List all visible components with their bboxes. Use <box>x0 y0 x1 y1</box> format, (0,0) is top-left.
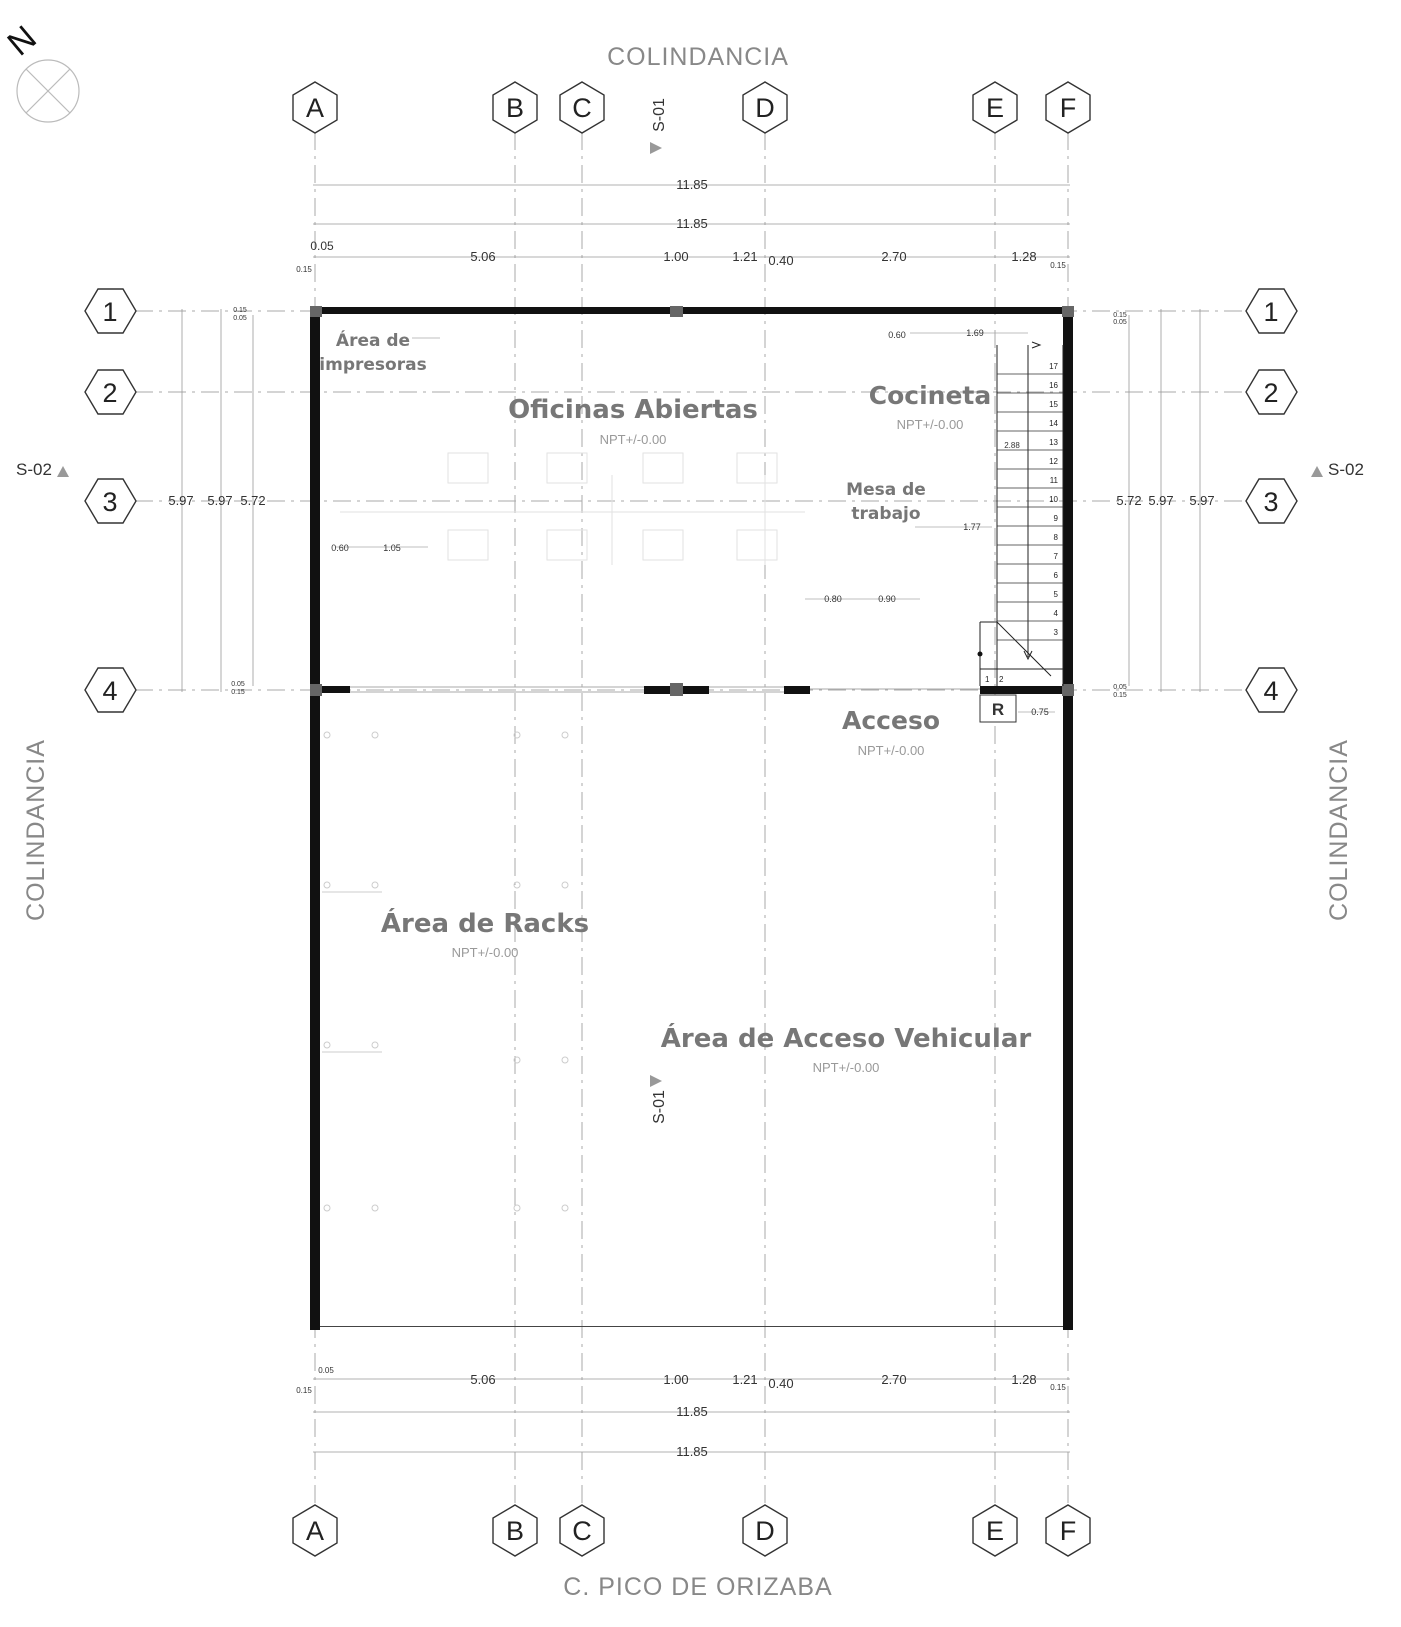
section-marker-s01-top <box>650 98 668 154</box>
dim-left-inner: 5.72 <box>240 493 266 508</box>
grid-bubbles-bottom <box>293 1505 1090 1556</box>
grid-row-3-right: 3 <box>1263 487 1279 517</box>
stair-pivot <box>978 652 983 657</box>
dim-left-top-b: 0.05 <box>233 315 247 322</box>
dim-desk-a: 0.60 <box>331 543 349 553</box>
office-furniture <box>340 453 805 565</box>
stair-step-number: 12 <box>1049 457 1058 466</box>
grid-row-4-right: 4 <box>1263 676 1279 706</box>
svg-text:S-01: S-01 <box>651 1090 668 1124</box>
dim-a-right-top: 0.15 <box>296 265 312 274</box>
stair-step-number: 5 <box>1053 590 1058 599</box>
svg-text:S-02: S-02 <box>1328 460 1364 479</box>
dim-total-bottom-1: 11.85 <box>676 1404 708 1419</box>
dim-total-top-1: 11.85 <box>676 177 708 192</box>
dim-ab-top: 5.06 <box>470 249 496 264</box>
edge-label-right: COLINDANCIA <box>1325 739 1353 921</box>
grid-row-2-left: 2 <box>102 378 118 408</box>
dim-left-outer1: 5.97 <box>168 493 194 508</box>
grid-row-1-left: 1 <box>102 297 118 327</box>
dim-a-left-top: 0.05 <box>310 239 334 253</box>
dim-right-outer1: 5.97 <box>1189 493 1215 508</box>
grid-col-D-top: D <box>755 93 775 123</box>
offices-label: Oficinas Abiertas <box>508 395 758 425</box>
stair-step-number: 10 <box>1049 495 1058 504</box>
printers-label-line1: Área de <box>335 331 411 351</box>
dim-right-top-b: 0.05 <box>1113 319 1127 326</box>
dim-kit-a: 0.60 <box>888 330 906 340</box>
dim-de-bottom: 2.70 <box>881 1372 907 1387</box>
racks-label: Área de Racks <box>380 909 590 939</box>
dim-left-top-a: 0.15 <box>233 307 247 314</box>
grid-col-D-bottom: D <box>755 1516 775 1546</box>
building-walls <box>310 307 1073 1330</box>
grid-lines <box>135 132 1250 1505</box>
dim-door: 0.75 <box>1031 707 1049 717</box>
dim-right-top-a: 0.15 <box>1113 312 1127 319</box>
dim-stair-w: 2.88 <box>1004 441 1020 450</box>
edge-label-bottom: C. PICO DE ORIZABA <box>563 1573 833 1601</box>
dim-desk-b: 1.05 <box>383 543 401 553</box>
access-mark <box>980 695 1016 722</box>
north-label: N <box>0 18 44 64</box>
dim-total-top-2: 11.85 <box>676 216 708 231</box>
dim-right-outer2: 5.97 <box>1148 493 1174 508</box>
stair-step-number: 14 <box>1049 419 1058 428</box>
grid-col-A-top: A <box>305 93 325 123</box>
dim-aisle-a: 0.80 <box>824 594 842 604</box>
dim-right-bot-b: 0.15 <box>1113 692 1127 699</box>
svg-text:R: R <box>991 700 1005 719</box>
vehicular-level: NPT+/-0.00 <box>812 1060 880 1075</box>
stair-step-number: 4 <box>1053 609 1058 618</box>
dim-f-end-bottom: 0.15 <box>1050 1383 1066 1392</box>
section-marker-s02-right <box>1311 460 1364 479</box>
dim-total-bottom-2: 11.85 <box>676 1444 708 1459</box>
grid-col-C-bottom: C <box>572 1516 592 1546</box>
access-level: NPT+/-0.00 <box>857 743 925 758</box>
svg-text:S-02: S-02 <box>16 460 52 479</box>
dim-cd-bottom: 1.00 <box>663 1372 689 1387</box>
grid-col-B-top: B <box>505 93 525 123</box>
grid-col-E-bottom: E <box>985 1516 1005 1546</box>
dim-left-bot-b: 0.15 <box>231 689 245 696</box>
stair-step-number: 2 <box>999 675 1004 684</box>
stair-step-number: 11 <box>1049 476 1058 485</box>
edge-label-top: COLINDANCIA <box>607 43 789 71</box>
grid-col-C-top: C <box>572 93 592 123</box>
stair-step-number: 13 <box>1049 438 1058 447</box>
dim-bench: 1.77 <box>963 522 981 532</box>
grid-col-F-top: F <box>1059 93 1077 123</box>
dim-a-right-bottom: 0.15 <box>296 1386 312 1395</box>
dim-d-a-top: 1.21 <box>732 249 758 264</box>
stair-step-number: 1 <box>985 675 990 684</box>
dim-ef-bottom: 1.28 <box>1011 1372 1037 1387</box>
dim-ef-top: 1.28 <box>1011 249 1037 264</box>
grid-bubbles-top <box>293 82 1090 133</box>
grid-row-4-left: 4 <box>102 676 118 706</box>
stair-step-number: 7 <box>1053 552 1058 561</box>
dim-left-bot-a: 0.05 <box>231 681 245 688</box>
dim-f-end-top: 0.15 <box>1050 261 1066 270</box>
stair-step-number: 17 <box>1049 362 1058 371</box>
grid-col-A-bottom: A <box>305 1516 325 1546</box>
kitchen-label: Cocineta <box>868 381 992 410</box>
dim-d-a-bottom: 1.21 <box>732 1372 758 1387</box>
dim-right-inner: 5.72 <box>1116 493 1142 508</box>
grid-row-1-right: 1 <box>1263 297 1279 327</box>
edge-label-left: COLINDANCIA <box>22 739 50 921</box>
grid-col-B-bottom: B <box>505 1516 525 1546</box>
rack-markers <box>322 732 568 1211</box>
section-marker-s02-left <box>16 460 69 479</box>
workbench-label-line1: Mesa de <box>846 480 926 500</box>
stair-step-number: 16 <box>1049 381 1058 390</box>
dim-d-b-top: 0.40 <box>768 253 794 268</box>
access-label: Acceso <box>842 706 940 735</box>
dim-aisle-b: 0.90 <box>878 594 896 604</box>
section-marker-s01-bottom <box>650 1075 668 1124</box>
stair-step-number: 3 <box>1053 628 1058 637</box>
dim-kit-b: 1.69 <box>966 328 984 338</box>
stair-step-number: 8 <box>1053 533 1058 542</box>
grid-col-E-top: E <box>985 93 1005 123</box>
stair-step-number: 9 <box>1053 514 1058 523</box>
grid-col-F-bottom: F <box>1059 1516 1077 1546</box>
dim-right-bot-a: 0.05 <box>1113 684 1127 691</box>
grid-row-3-left: 3 <box>102 487 118 517</box>
north-arrow-icon <box>0 18 79 122</box>
dim-left-outer2: 5.97 <box>207 493 233 508</box>
vehicular-label: Área de Acceso Vehicular <box>660 1024 1032 1054</box>
dim-cd-top: 1.00 <box>663 249 689 264</box>
stair <box>980 342 1063 686</box>
racks-level: NPT+/-0.00 <box>451 945 519 960</box>
workbench-label-line2: trabajo <box>851 504 921 524</box>
kitchen-level: NPT+/-0.00 <box>896 417 964 432</box>
grid-row-2-right: 2 <box>1263 378 1279 408</box>
dim-de-top: 2.70 <box>881 249 907 264</box>
stair-step-number: 15 <box>1049 400 1058 409</box>
dim-d-b-bottom: 0.40 <box>768 1376 794 1391</box>
dim-a-left-bottom: 0.05 <box>318 1366 334 1375</box>
dim-ab-bottom: 5.06 <box>470 1372 496 1387</box>
printers-label-line2: impresoras <box>319 355 427 375</box>
stair-step-number: 6 <box>1053 571 1058 580</box>
svg-text:S-01: S-01 <box>651 98 668 132</box>
offices-level: NPT+/-0.00 <box>599 432 667 447</box>
